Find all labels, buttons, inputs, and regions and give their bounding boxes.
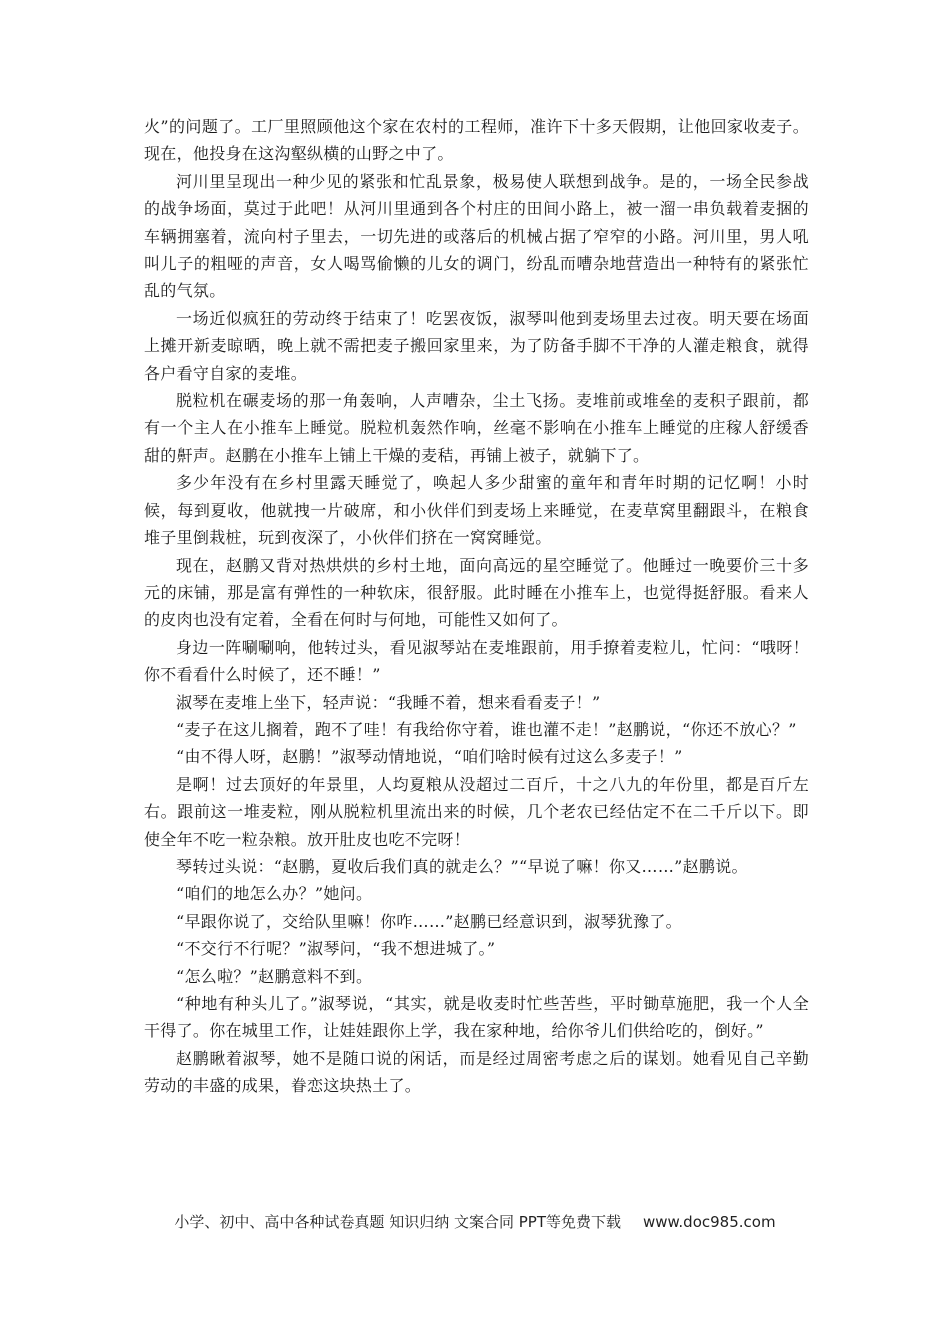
paragraph: 身边一阵唰唰响，他转过头，看见淑琴站在麦堆跟前，用手撩着麦粒儿，忙问：“哦呀！你不看看什么时候了，还不睡！” xyxy=(144,637,809,685)
footer-ad-text: 小学、初中、高中各种试卷真题 知识归纳 文案合同 PPT等免费下载 xyxy=(174,1213,621,1231)
paragraph: “由不得人呀，赵鹏！”淑琴动情地说，“咱们啥时候有过这么多麦子！” xyxy=(176,747,683,767)
paragraph: “麦子在这儿搁着，跑不了哇！有我给你守着，谁也灌不走！”赵鹏说，“你还不放心？” xyxy=(176,719,797,739)
paragraph: “早跟你说了，交给队里嘛！你咋……”赵鹏已经意识到，淑琴犹豫了。 xyxy=(176,911,682,931)
paragraph: 琴转过头说：“赵鹏，夏收后我们真的就走么？”“早说了嘛！你又……”赵鹏说。 xyxy=(176,856,748,876)
paragraph: 赵鹏瞅着淑琴，她不是随口说的闲话，而是经过周密考虑之后的谋划。她看见自己辛勤劳动的丰盛的成果，眷恋这块热土了。 xyxy=(144,1048,809,1096)
paragraph: “怎么啦？”赵鹏意料不到。 xyxy=(176,966,373,986)
paragraph: 一场近似疯狂的劳动终于结束了！吃罢夜饭，淑琴叫他到麦场里去过夜。明天要在场面上摊开新麦晾晒，晚上就不需把麦子搬回家里来，为了防备手脚不干净的人灌走粮食，就得各户看守自家的麦堆。 xyxy=(144,308,809,383)
document-body xyxy=(144,113,809,1100)
paragraph: 是啊！过去顶好的年景里，人均夏粮从没超过二百斤，十之八九的年份里，都是百斤左右。跟前这一堆麦粒，刚从脱粒机里流出来的时候，几个老农已经估定不在二千斤以下。即使全年不吃一粒杂粮。放开肚皮也吃不完呀！ xyxy=(144,774,809,849)
paragraph: 多少年没有在乡村里露天睡觉了，唤起人多少甜蜜的童年和青年时期的记忆啊！小时候，每到夏收，他就拽一片破席，和小伙伴们到麦场上来睡觉，在麦草窝里翻跟斗，在粮食堆子里倒栽桩，玩到夜深了，小伙伴们挤在一窝窝睡觉。 xyxy=(144,473,809,548)
paragraph: “不交行不行呢？”淑琴问，“我不想进城了。” xyxy=(176,939,496,959)
paragraph: 火”的问题了。工厂里照顾他这个家在农村的工程师，准许下十多天假期，让他回家收麦子。现在，他投身在这沟壑纵横的山野之中了。 xyxy=(144,117,809,164)
paragraph: 脱粒机在碾麦场的那一角轰响，人声嘈杂，尘土飞扬。麦堆前或堆垒的麦积子跟前，都有一个主人在小推车上睡觉。脱粒机轰然作响，丝毫不影响在小推车上睡觉的庄稼人舒缓香甜的鼾声。赵鹏在小推车上铺上干燥的麦秸，再铺上被子，就躺下了。 xyxy=(144,391,809,465)
paragraph: 河川里呈现出一种少见的紧张和忙乱景象，极易使人联想到战争。是的，一场全民参战的战争场面，莫过于此吧！从河川里通到各个村庄的田间小路上，被一溜一串负载着麦捆的车辆拥塞着，流向村子里去，一切先进的或落后的机械占据了窄窄的小路。河川里，男人吼叫儿子的粗哑的声音，女人喝骂偷懒的儿女的调门，纷乱而嘈杂地营造出一种特有的紧张忙乱的气氛。 xyxy=(144,171,809,301)
page-footer xyxy=(0,1211,950,1232)
paragraph: “种地有种头儿了。”淑琴说，“其实，就是收麦时忙些苦些，平时锄草施肥，我一个人全干得了。你在城里工作，让娃娃跟你上学，我在家种地，给你爷儿们供给吃的，倒好。” xyxy=(144,994,809,1041)
paragraph: “咱们的地怎么办？”她问。 xyxy=(176,884,373,904)
footer-url[interactable]: www.doc985.com xyxy=(642,1213,776,1231)
paragraph: 淑琴在麦堆上坐下，轻声说：“我睡不着，想来看看麦子！” xyxy=(176,692,601,712)
paragraph: 现在，赵鹏又背对热烘烘的乡村土地，面向高远的星空睡觉了。他睡过一晚要价三十多元的床铺，那是富有弹性的一种软床，很舒服。此时睡在小推车上，也觉得挺舒服。看来人的皮肉也没有定着，全看在何时与何地，可能性又如何了。 xyxy=(144,555,809,630)
